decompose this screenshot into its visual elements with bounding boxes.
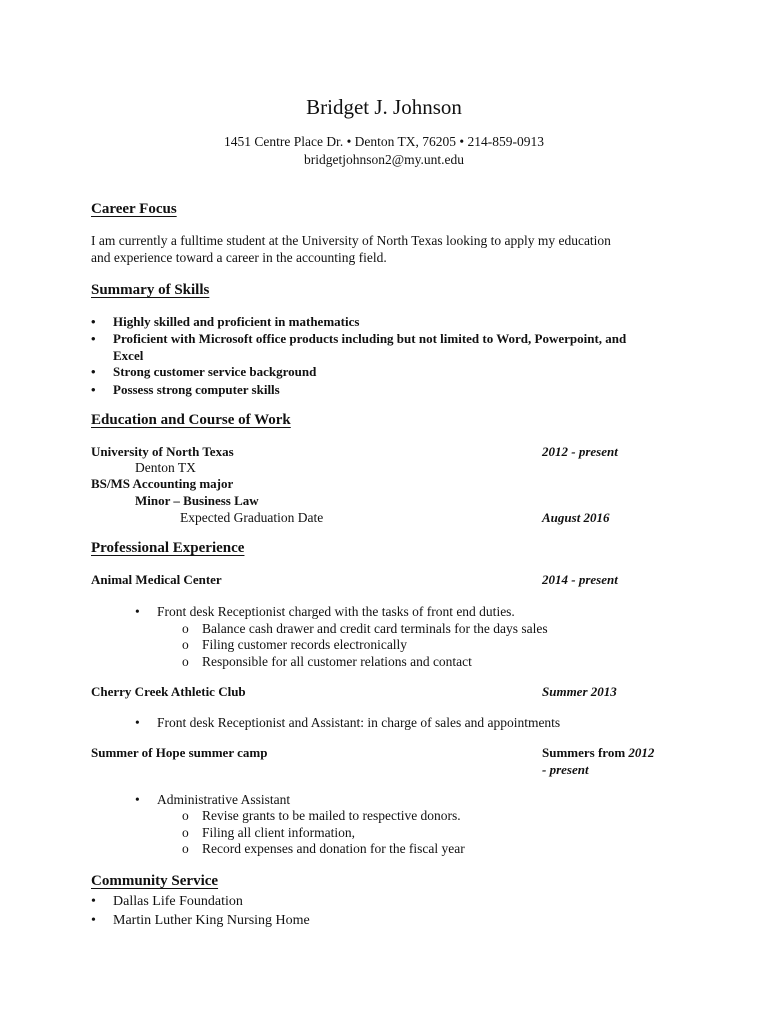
career-focus-heading: Career Focus [91,201,177,217]
job-employer: Cherry Creek Athletic Club [91,684,246,699]
bullet-icon: • [91,382,96,397]
job-duty: • Front desk Receptionist and Assistant: in charge of sales and appointments [135,715,561,730]
skill-item: • Proficient with Microsoft office products including but not limited to Word, Powerpoint, and [91,331,627,346]
career-focus-line-1: I am currently a fulltime student at the University of North Texas looking to apply my education [91,233,611,248]
job-sub-duty: o Balance cash drawer and credit card terminals for the days sales [182,621,548,636]
career-focus-line-2: and experience toward a career in the accounting field. [91,250,387,265]
skill-item: • Strong customer service background [91,364,317,379]
job-dates: Summer 2013 [542,684,617,699]
skills-heading: Summary of Skills [91,282,210,298]
bullet-icon: • [91,364,96,379]
contact-email: bridgetjohnson2@my.unt.edu [303,152,465,167]
sub-bullet-icon: o [182,841,189,856]
education-degree: BS/MS Accounting major [91,476,234,491]
bullet-icon: • [91,913,96,928]
bullet-icon: • [91,894,96,909]
community-item: • Martin Luther King Nursing Home [91,913,310,928]
education-dates: 2012 - present [542,444,618,459]
job-sub-duty: o Filing customer records electronically [182,637,408,652]
community-heading: Community Service [91,873,219,889]
education-minor: Minor – Business Law [135,493,259,508]
sub-bullet-icon: o [182,637,189,652]
job-employer: Animal Medical Center [91,572,222,587]
bullet-icon: • [135,715,140,730]
job-sub-duty: o Responsible for all customer relations and contact [182,654,472,669]
job-dates: 2014 - present [542,572,618,587]
education-school: University of North Texas [91,444,234,459]
bullet-icon: • [135,604,140,619]
community-item: • Dallas Life Foundation [91,894,243,909]
job-duty: • Front desk Receptionist charged with the tasks of front end duties. [135,604,515,619]
graduation-date: August 2016 [542,510,610,525]
job-sub-duty: o Revise grants to be mailed to respective donors. [182,808,461,823]
sub-bullet-icon: o [182,621,189,636]
job-duty: • Administrative Assistant [135,792,291,807]
job-sub-duty: o Record expenses and donation for the fiscal year [182,841,465,856]
sub-bullet-icon: o [182,808,189,823]
education-location: Denton TX [135,460,196,475]
skill-item: • Possess strong computer skills [91,382,280,397]
graduation-label: Expected Graduation Date [180,510,324,525]
experience-heading: Professional Experience [91,540,245,556]
contact-address-line: 1451 Centre Place Dr. • Denton TX, 76205 • 214-859-0913 [223,134,545,149]
skill-item-continued: Excel [113,348,144,363]
bullet-icon: • [91,331,96,346]
education-heading: Education and Course of Work [91,412,291,428]
job-dates-continued: - present [542,762,589,777]
job-sub-duty: o Filing all client information, [182,825,355,840]
bullet-icon: • [91,314,96,329]
sub-bullet-icon: o [182,825,189,840]
job-employer: Summer of Hope summer camp [91,745,268,760]
job-dates: Summers from 2012 [542,745,655,760]
skill-item: • Highly skilled and proficient in mathematics [91,314,360,329]
sub-bullet-icon: o [182,654,189,669]
resume-name: Bridget J. Johnson [306,95,462,119]
bullet-icon: • [135,792,140,807]
